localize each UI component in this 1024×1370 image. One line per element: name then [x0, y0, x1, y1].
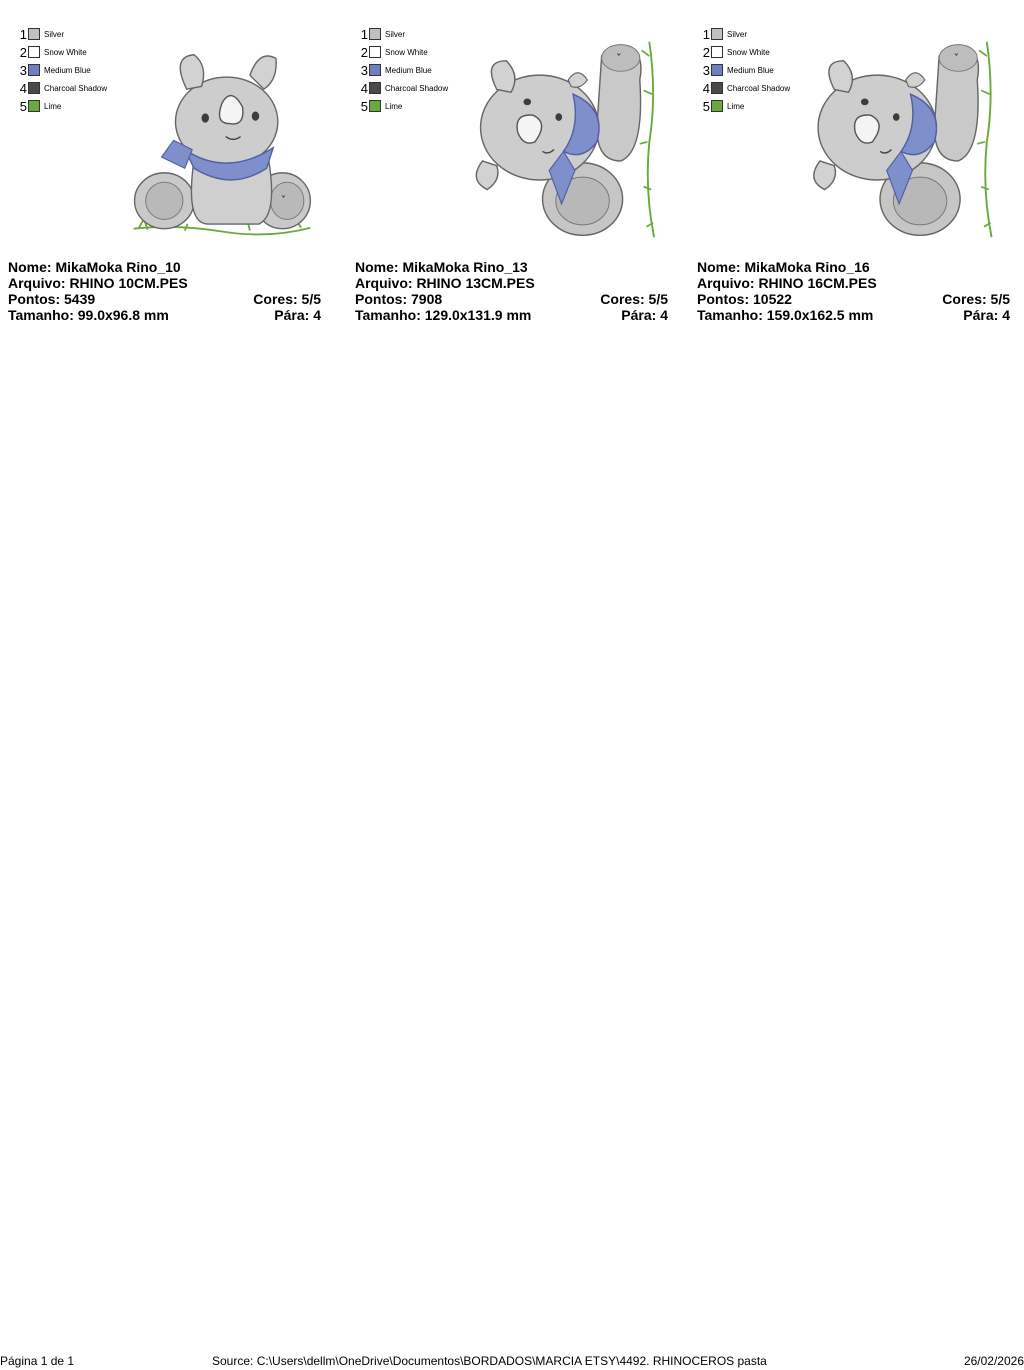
- design-file: Arquivo: RHINO 13CM.PES: [355, 275, 535, 291]
- rhino-embroidery-preview: [801, 37, 1001, 242]
- rhino-embroidery-preview: [466, 37, 661, 242]
- design-name: Nome: MikaMoka Rino_10: [8, 259, 181, 275]
- page-number: Página 1 de 1: [0, 1354, 75, 1368]
- design-name: Nome: MikaMoka Rino_16: [697, 259, 870, 275]
- design-card-3: 1 Silver 2 Snow White 3 Medium Blue 4 Charcoal Shadow 5 Lime Nome: MikaMoka Rino_16 Arquivo: RHINO 16CM.PES Pontos: 10522 Cores: 5/5 Tamanho: 159.0x162.5 mm Pára: 4: [697, 27, 1010, 323]
- color-count: Cores: 5/5: [253, 291, 321, 307]
- color-swatch: [369, 28, 381, 40]
- design-card-2: 1 Silver 2 Snow White 3 Medium Blue 4 Charcoal Shadow 5 Lime Nome: MikaMoka Rino_13 Arquivo: RHINO 13CM.PES Pontos: 7908 Cores: 5/5 Tamanho: 129.0x131.9 mm Pára: 4: [355, 27, 668, 323]
- color-swatch: [369, 64, 381, 76]
- rhino-embroidery-preview: [122, 38, 322, 238]
- design-card-1: 1 Silver 2 Snow White 3 Medium Blue 4 Charcoal Shadow 5 Lime Nome: MikaMoka Rino_10 Arquivo: RHINO 10CM.PES Pontos: 5439 Cores: 5/5 Tamanho: 99.0x96.8 mm Pára: 4: [8, 27, 321, 323]
- color-swatch: [369, 82, 381, 94]
- source-path: Source: C:\Users\dellm\OneDrive\Documentos\BORDADOS\MARCIA ETSY\4492. RHINOCEROS pasta: [212, 1354, 767, 1368]
- stitch-count: Pontos: 5439: [8, 291, 96, 307]
- color-swatch: [711, 100, 723, 112]
- stitch-count: Pontos: 10522: [697, 291, 792, 307]
- print-date: 26/02/2026: [963, 1354, 1024, 1368]
- stop-count: Pára: 4: [274, 307, 321, 323]
- color-swatch: [711, 46, 723, 58]
- color-count: Cores: 5/5: [600, 291, 668, 307]
- color-swatch: [711, 64, 723, 76]
- color-swatch: [28, 28, 40, 40]
- design-info: [8, 259, 321, 323]
- color-swatch: [28, 46, 40, 58]
- design-info: [355, 259, 668, 323]
- color-swatch: [28, 82, 40, 94]
- design-info: [697, 259, 1010, 323]
- design-size: Tamanho: 99.0x96.8 mm: [8, 307, 169, 323]
- color-swatch: [369, 100, 381, 112]
- stitch-count: Pontos: 7908: [355, 291, 443, 307]
- design-size: Tamanho: 159.0x162.5 mm: [697, 307, 874, 323]
- color-count: Cores: 5/5: [942, 291, 1010, 307]
- design-size: Tamanho: 129.0x131.9 mm: [355, 307, 532, 323]
- stop-count: Pára: 4: [963, 307, 1010, 323]
- color-swatch: [28, 100, 40, 112]
- color-swatch: [369, 46, 381, 58]
- design-file: Arquivo: RHINO 16CM.PES: [697, 275, 877, 291]
- design-name: Nome: MikaMoka Rino_13: [355, 259, 528, 275]
- color-swatch: [28, 64, 40, 76]
- stop-count: Pára: 4: [621, 307, 668, 323]
- color-swatch: [711, 28, 723, 40]
- color-swatch: [711, 82, 723, 94]
- design-file: Arquivo: RHINO 10CM.PES: [8, 275, 188, 291]
